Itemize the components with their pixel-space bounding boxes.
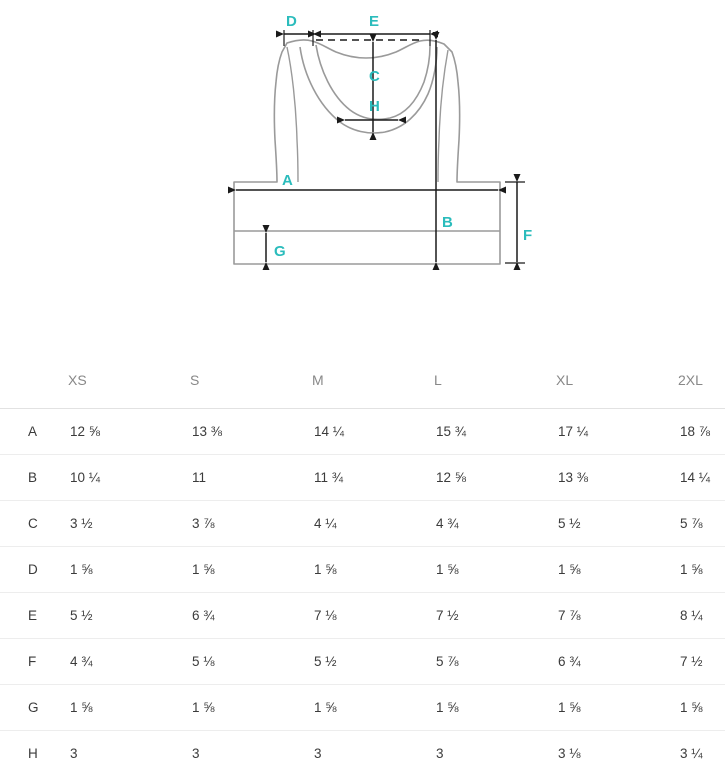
cell-f-m: 5 ½ <box>312 639 434 685</box>
cell-h-2xl: 3 ¼ <box>678 731 725 776</box>
cell-d-xl: 1 ⅝ <box>556 547 678 593</box>
table-row <box>0 455 725 501</box>
cell-h-xl: 3 ⅛ <box>556 731 678 776</box>
diagram-label-H: H <box>369 98 380 115</box>
table-row <box>0 547 725 593</box>
size-table-head <box>0 352 725 409</box>
cell-c-xl: 5 ½ <box>556 501 678 547</box>
diagram-label-E: E <box>369 13 379 30</box>
size-table-body <box>0 409 725 776</box>
header-s: S <box>190 352 312 409</box>
diagram-label-G: G <box>274 243 286 260</box>
cell-b-xl: 13 ⅜ <box>556 455 678 501</box>
cell-d-s: 1 ⅝ <box>190 547 312 593</box>
size-table-wrap <box>0 352 725 776</box>
cell-b-s: 11 <box>190 455 312 501</box>
diagram-label-D: D <box>286 13 297 30</box>
cell-b-xs: 10 ¼ <box>68 455 190 501</box>
diagram-label-C: C <box>369 68 380 85</box>
cell-a-xs: 12 ⅝ <box>68 409 190 455</box>
cell-c-2xl: 5 ⅞ <box>678 501 725 547</box>
size-table <box>0 352 725 776</box>
table-row <box>0 593 725 639</box>
cell-h-s: 3 <box>190 731 312 776</box>
cell-d-2xl: 1 ⅝ <box>678 547 725 593</box>
header-l: L <box>434 352 556 409</box>
cell-b-2xl: 14 ¼ <box>678 455 725 501</box>
diagram-label-F: F <box>523 227 532 244</box>
cell-f-xl: 6 ¾ <box>556 639 678 685</box>
cell-c-xs: 3 ½ <box>68 501 190 547</box>
cell-a-s: 13 ⅜ <box>190 409 312 455</box>
cell-a-2xl: 18 ⅞ <box>678 409 725 455</box>
cell-c-l: 4 ¾ <box>434 501 556 547</box>
cell-h-m: 3 <box>312 731 434 776</box>
diagram-label-A: A <box>282 172 293 189</box>
row-label-h: H <box>0 731 68 776</box>
table-row <box>0 409 725 455</box>
cell-b-l: 12 ⅝ <box>434 455 556 501</box>
cell-g-xl: 1 ⅝ <box>556 685 678 731</box>
header-m: M <box>312 352 434 409</box>
row-label-b: B <box>0 455 68 501</box>
table-row <box>0 731 725 776</box>
cell-c-s: 3 ⅞ <box>190 501 312 547</box>
cell-e-l: 7 ½ <box>434 593 556 639</box>
cell-h-xs: 3 <box>68 731 190 776</box>
diagram-label-B: B <box>442 214 453 231</box>
cell-d-l: 1 ⅝ <box>434 547 556 593</box>
row-label-e: E <box>0 593 68 639</box>
header-2xl: 2XL <box>678 352 725 409</box>
cell-e-xl: 7 ⅞ <box>556 593 678 639</box>
cell-f-s: 5 ⅛ <box>190 639 312 685</box>
cell-g-2xl: 1 ⅝ <box>678 685 725 731</box>
cell-a-l: 15 ¾ <box>434 409 556 455</box>
cell-h-l: 3 <box>434 731 556 776</box>
cell-d-xs: 1 ⅝ <box>68 547 190 593</box>
cell-e-m: 7 ⅛ <box>312 593 434 639</box>
cell-f-l: 5 ⅞ <box>434 639 556 685</box>
cell-g-l: 1 ⅝ <box>434 685 556 731</box>
table-row <box>0 685 725 731</box>
cell-e-xs: 5 ½ <box>68 593 190 639</box>
cell-d-m: 1 ⅝ <box>312 547 434 593</box>
garment-outline <box>234 40 500 264</box>
cell-c-m: 4 ¼ <box>312 501 434 547</box>
cell-g-xs: 1 ⅝ <box>68 685 190 731</box>
cell-e-2xl: 8 ¼ <box>678 593 725 639</box>
row-label-c: C <box>0 501 68 547</box>
cell-a-xl: 17 ¼ <box>556 409 678 455</box>
cell-e-s: 6 ¾ <box>190 593 312 639</box>
header-xl: XL <box>556 352 678 409</box>
row-label-d: D <box>0 547 68 593</box>
header-xs: XS <box>68 352 190 409</box>
table-header-row <box>0 352 725 409</box>
cell-a-m: 14 ¼ <box>312 409 434 455</box>
row-label-a: A <box>0 409 68 455</box>
cell-f-2xl: 7 ½ <box>678 639 725 685</box>
row-label-g: G <box>0 685 68 731</box>
header-corner <box>0 352 68 409</box>
cell-f-xs: 4 ¾ <box>68 639 190 685</box>
cell-g-s: 1 ⅝ <box>190 685 312 731</box>
cell-b-m: 11 ¾ <box>312 455 434 501</box>
row-label-f: F <box>0 639 68 685</box>
sports-bra-diagram-svg <box>0 0 725 330</box>
table-row <box>0 501 725 547</box>
table-row <box>0 639 725 685</box>
cell-g-m: 1 ⅝ <box>312 685 434 731</box>
measurement-diagram <box>0 0 725 330</box>
